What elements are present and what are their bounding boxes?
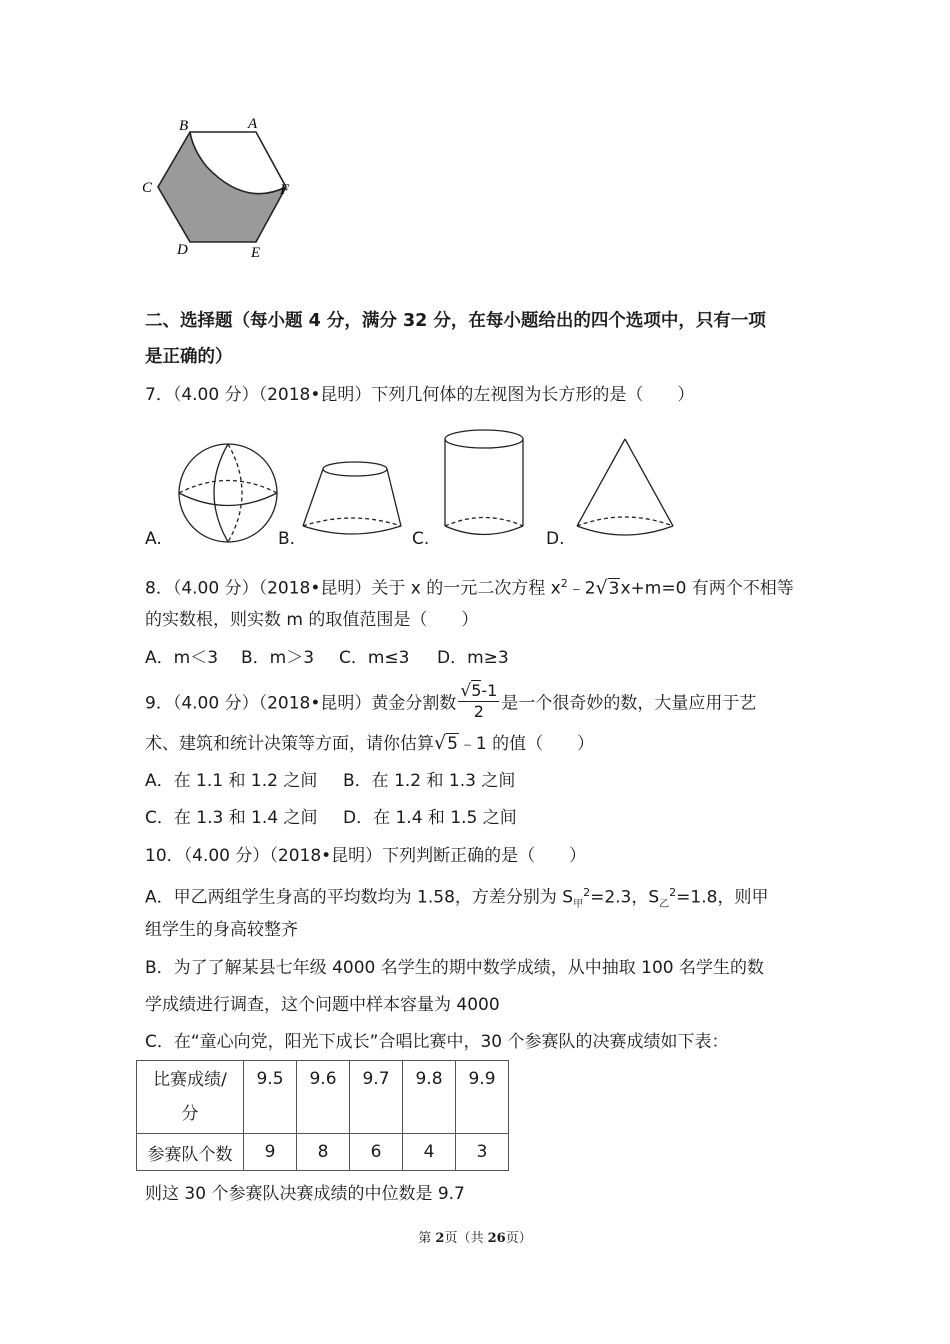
q8-radical: √3 (595, 576, 620, 599)
table-cell: 4 (403, 1134, 456, 1171)
q10-option-a-line2: 组学生的身高较整齐 (145, 920, 298, 940)
hexagon-figure (135, 112, 305, 262)
q9-line2-pre: 术、建筑和统计决策等方面，请你估算 (145, 734, 434, 754)
frustum-figure (303, 462, 401, 534)
table-row-scores (137, 1061, 509, 1134)
q9-option-b[interactable]: B．在 1.2 和 1.3 之间 (343, 771, 516, 791)
q8-option-d[interactable]: D．m≥3 (437, 648, 509, 668)
q9-stem-post: 是一个很奇妙的数，大量应用于艺 (501, 693, 757, 714)
cone-figure (577, 439, 673, 535)
table-cell: 6 (350, 1134, 403, 1171)
q10-a-sub2: 乙 (659, 899, 670, 911)
table-cell: 9.5 (244, 1061, 297, 1134)
q8-radicand: 3 (608, 578, 620, 599)
footer-post: 页） (505, 1231, 532, 1246)
table-row-counts (137, 1134, 509, 1171)
q10-a-sub1: 甲 (573, 899, 584, 911)
sphere-figure (179, 444, 277, 542)
footer-page: 2 (435, 1231, 445, 1246)
section-title-line2: 是正确的） (145, 347, 233, 367)
footer-mid: 页（共 (444, 1231, 488, 1246)
q10-a-sup1: 2 (583, 886, 591, 899)
q9-option-a[interactable]: A．在 1.1 和 1.2 之间 (145, 771, 318, 791)
q10-option-b-line2: 学成绩进行调查，这个问题中样本容量为 4000 (145, 995, 500, 1015)
q8-line2: 的实数根，则实数 m 的取值范围是（ ） (145, 610, 479, 630)
page-footer (0, 1227, 950, 1246)
table-cell: 8 (297, 1134, 350, 1171)
q8-options (145, 646, 509, 670)
table-cell: 3 (456, 1134, 509, 1171)
footer-pre: 第 (418, 1231, 436, 1246)
label-c: C (142, 180, 153, 196)
score-table (136, 1060, 509, 1171)
q9-radicand: 5 (447, 734, 458, 754)
q9-frac-den: 2 (473, 702, 484, 721)
q7-stem: 7．（4.00 分）（2018•昆明）下列几何体的左视图为长方形的是（ ） (145, 385, 695, 405)
q9-stem-pre: 9．（4.00 分）（2018•昆明）黄金分割数 (145, 693, 457, 714)
q10-a-pre: A．甲乙两组学生身高的平均数均为 1.58，方差分别为 S (145, 887, 574, 908)
q8-stem (145, 572, 794, 601)
label-b: B (179, 118, 189, 134)
header-score-line1: 比赛成绩/ (153, 1070, 227, 1090)
table-cell: 9.6 (297, 1061, 350, 1134)
q10-option-b-line1[interactable]: B．为了了解某县七年级 4000 名学生的期中数学成绩，从中抽取 100 名学生的数 (145, 958, 764, 978)
q9-option-c[interactable]: C．在 1.3 和 1.4 之间 (145, 808, 318, 828)
table-cell: 9.7 (350, 1061, 403, 1134)
q8-stem-mid: ﹣2 (567, 578, 596, 599)
table-cell: 9.8 (403, 1061, 456, 1134)
label-e: E (251, 245, 261, 261)
q9-stem (145, 683, 756, 723)
q10-a-mid: =2.3，S (590, 887, 660, 908)
q8-stem-pre: 8．（4.00 分）（2018•昆明）关于 x 的一元二次方程 x (145, 578, 561, 599)
cylinder-figure (445, 430, 523, 535)
label-d: D (177, 242, 188, 258)
table-cell: 9.9 (456, 1061, 509, 1134)
table-cell: 9 (244, 1134, 297, 1171)
q9-option-d[interactable]: D．在 1.4 和 1.5 之间 (343, 808, 517, 828)
footer-total: 26 (487, 1231, 506, 1246)
q9-options-row2 (145, 806, 517, 830)
q9-frac-tail: -1 (481, 681, 498, 700)
header-score-line2: 分 (181, 1104, 199, 1124)
q9-options-row1 (145, 769, 515, 793)
q8-option-b[interactable]: B．m＞3 (241, 648, 315, 668)
q10-option-c-line1[interactable]: C．在“童心向党，阳光下成长”合唱比赛中，30 个参赛队的决赛成绩如下表： (145, 1032, 729, 1052)
q7-figures (130, 426, 690, 556)
q10-option-c-line2: 则这 30 个参赛队决赛成绩的中位数是 9.7 (145, 1184, 465, 1204)
q10-a-post: =1.8，则甲 (676, 887, 769, 908)
q9-line2 (145, 731, 594, 756)
q9-radical: √5 (434, 732, 458, 754)
label-a: A (248, 116, 258, 132)
q7-option-d[interactable]: D. (546, 529, 565, 549)
q10-stem: 10．（4.00 分）（2018•昆明）下列判断正确的是（ ） (145, 846, 587, 866)
label-f: F (280, 182, 290, 198)
golden-ratio-fraction: $\frac{√5-1}{2}$ (460, 681, 498, 721)
table-header-score (137, 1061, 244, 1134)
table-header-count: 参赛队个数 (137, 1134, 244, 1171)
q7-option-a[interactable]: A. (145, 529, 162, 549)
q10-option-a-line1[interactable] (145, 881, 768, 917)
q8-option-c[interactable]: C．m≤3 (339, 648, 410, 668)
shaded-region (158, 132, 286, 242)
q9-frac-radicand: 5 (471, 681, 482, 700)
q8-stem-post: x+m=0 有两个不相等 (620, 578, 794, 599)
section-title-line1: 二、选择题（每小题 4 分，满分 32 分，在每小题给出的四个选项中，只有一项 (145, 311, 766, 331)
q7-option-c[interactable]: C. (412, 529, 430, 549)
q8-sup: 2 (560, 577, 568, 590)
q7-option-b[interactable]: B. (278, 529, 296, 549)
q8-option-a[interactable]: A．m＜3 (145, 648, 219, 668)
q10-a-sup2: 2 (669, 886, 677, 899)
q9-line2-post: ﹣1 的值（ ） (458, 734, 595, 754)
